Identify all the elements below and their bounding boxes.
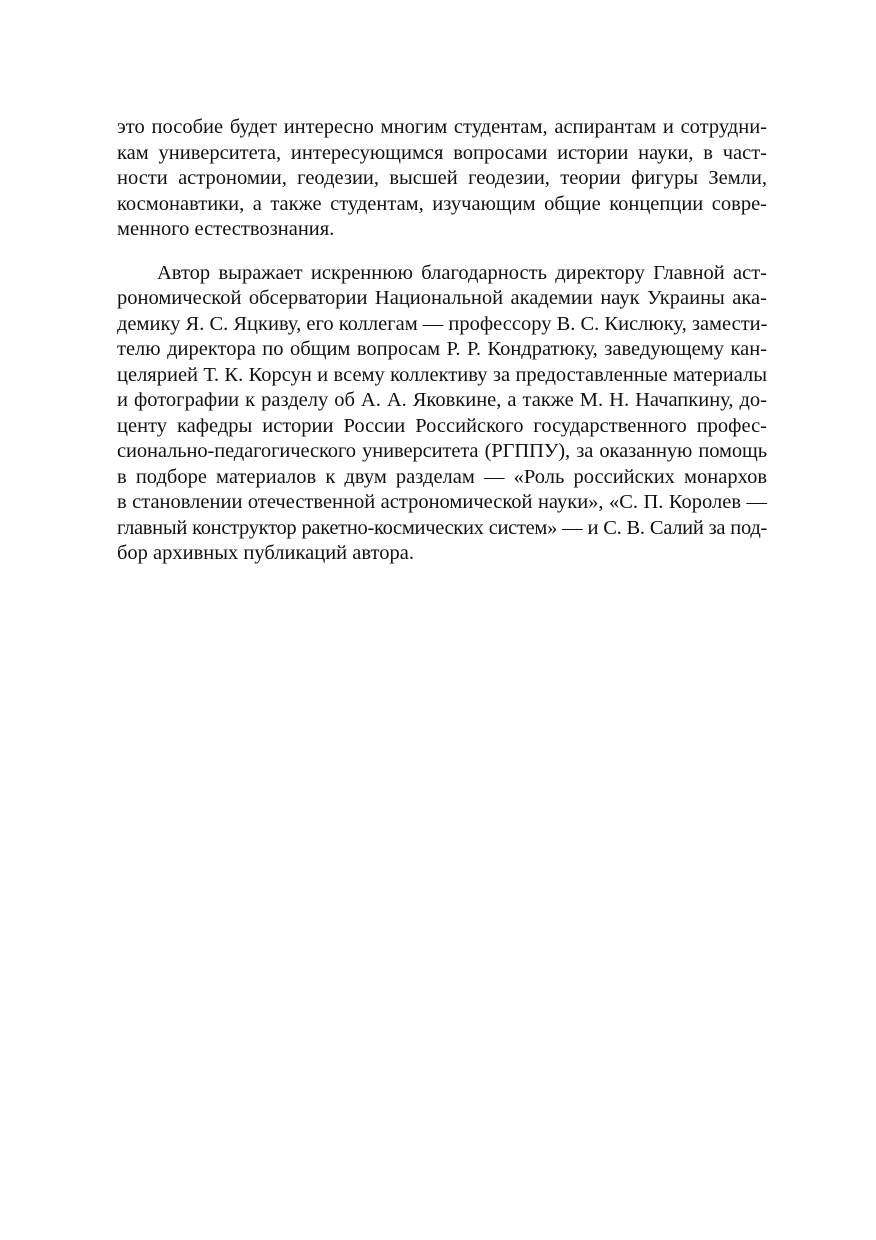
text-line: кам университета, интересующимся вопросами истории науки, в част- <box>117 141 767 164</box>
text-line: бор архивных публикаций автора. <box>117 542 414 564</box>
text-line: это пособие будет интересно многим студентам, аспирантам и сотрудни- <box>117 116 767 138</box>
text-line: главный конструктор ракетно-космических систем» — и С. В. Салий за под- <box>117 516 767 539</box>
text-line: космонавтики, а также студентам, изучающим общие концепции совре- <box>117 192 767 215</box>
text-line: телю директора по общим вопросам Р. Р. Кондратюку, заведующему кан- <box>117 338 767 360</box>
paragraph-acknowledgements <box>117 261 767 567</box>
text-line: менного естествознания. <box>117 218 335 240</box>
text-line: целярией Т. К. Корсун и всему коллективу за предоставленные материалы <box>117 363 767 386</box>
text-line: центу кафедры истории России Российского государственного профес- <box>117 414 767 437</box>
text-line: Автор выражает искреннюю благодарность директору Главной аст- <box>157 261 767 284</box>
text-line: ности астрономии, геодезии, высшей геодезии, теории фигуры Земли, <box>117 167 767 189</box>
text-line: в подборе материалов к двум разделам — «Роль российских монархов <box>117 465 767 488</box>
paragraph-intro <box>117 115 767 243</box>
text-line: сионально-педагогического университета (РГППУ), за оказанную помощь <box>117 440 767 462</box>
document-page <box>117 115 767 567</box>
text-line: демику Я. С. Яцкиву, его коллегам — профессору В. С. Кислюку, замести- <box>117 312 768 335</box>
text-line: рономической обсерватории Национальной академии наук Украины ака- <box>117 287 767 309</box>
text-line: в становлении отечественной астрономической науки», «С. П. Королев — <box>117 491 767 513</box>
text-line: и фотографии к разделу об А. А. Яковкине, а также М. Н. Начапкину, до- <box>117 389 767 411</box>
